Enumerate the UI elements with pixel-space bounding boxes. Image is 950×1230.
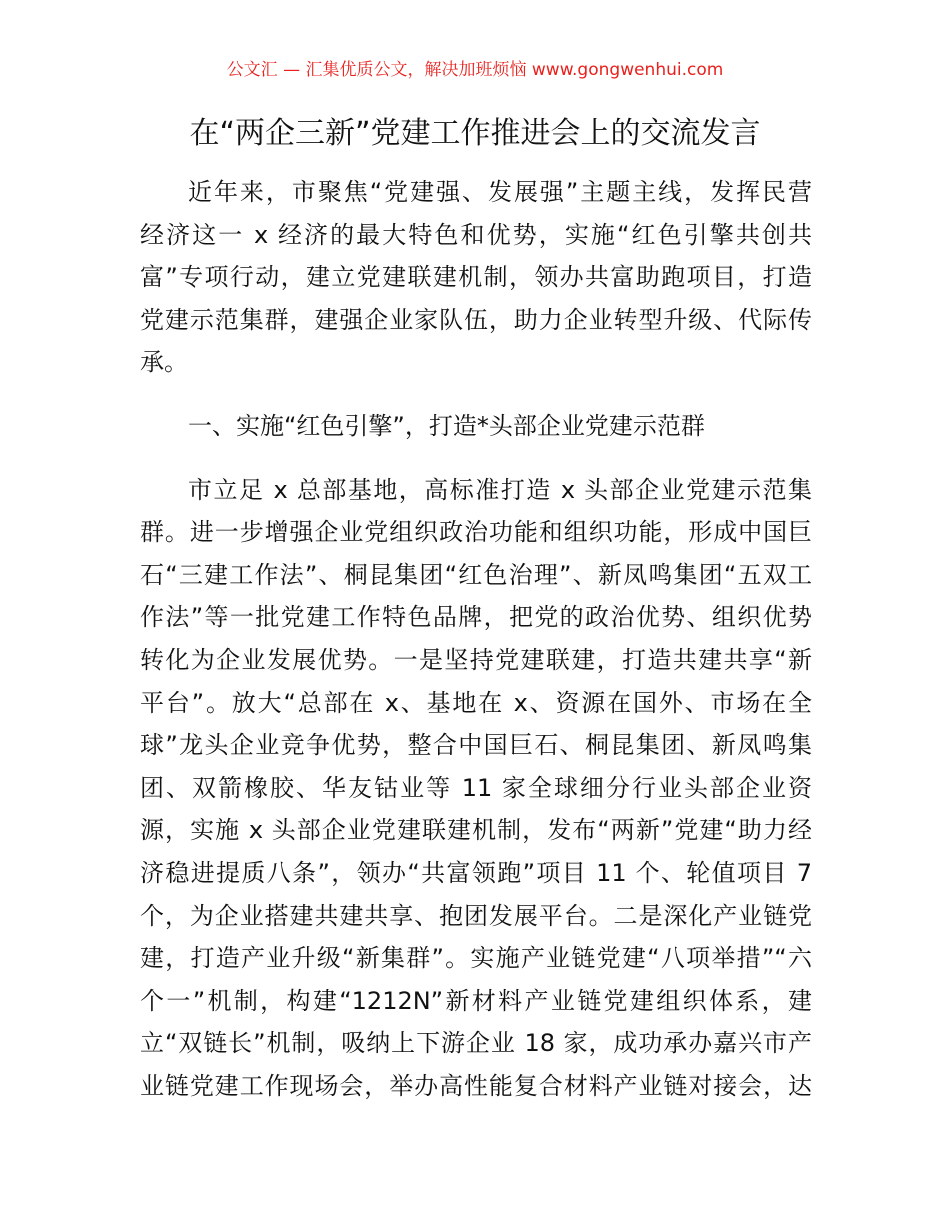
text-line: 群。进一步增强企业党组织政治功能和组织功能，形成中国巨 bbox=[140, 518, 812, 547]
text-line: 富”专项行动，建立党建联建机制，领办共富助跑项目，打造 bbox=[140, 263, 812, 292]
section-heading: 一、实施“红色引擎”，打造*头部企业党建示范群 bbox=[188, 411, 705, 440]
text-line: 源，实施 x 头部企业党建联建机制，发布“两新”党建“助力经 bbox=[140, 816, 812, 845]
text-line: 平台”。放大“总部在 x、基地在 x、资源在国外、市场在全 bbox=[140, 688, 812, 717]
text-line: 团、双箭橡胶、华友钴业等 11 家全球细分行业头部企业资 bbox=[140, 773, 812, 802]
document-body bbox=[140, 171, 812, 1107]
text-line: 立“双链长”机制，吸纳上下游企业 18 家，成功承办嘉兴市产 bbox=[140, 1029, 812, 1058]
section1-paragraph bbox=[140, 469, 812, 1108]
text-line: 转化为企业发展优势。一是坚持党建联建，打造共建共享“新 bbox=[140, 645, 812, 674]
text-line: 石“三建工作法”、桐昆集团“红色治理”、新凤鸣集团“五双工 bbox=[140, 560, 812, 589]
text-line: 个，为企业搭建共建共享、抱团发展平台。二是深化产业链党 bbox=[140, 901, 812, 930]
paragraph-spacer bbox=[140, 448, 812, 469]
text-line: 济稳进提质八条”，领办“共富领跑”项目 11 个、轮值项目 7 bbox=[140, 858, 812, 887]
intro-paragraph bbox=[140, 171, 812, 384]
text-line: 球”龙头企业竞争优势，整合中国巨石、桐昆集团、新凤鸣集 bbox=[140, 731, 812, 760]
text-line: 党建示范集群，建强企业家队伍，助力企业转型升级、代际传 bbox=[140, 305, 812, 334]
paragraph-spacer bbox=[140, 384, 812, 405]
text-line: 业链党建工作现场会，举办高性能复合材料产业链对接会，达 bbox=[140, 1071, 812, 1100]
text-line: 经济这一 x 经济的最大特色和优势，实施“红色引擎共创共 bbox=[140, 220, 812, 249]
text-line: 承。 bbox=[140, 348, 188, 377]
text-line: 建，打造产业升级“新集群”。实施产业链党建“八项举措”“六 bbox=[140, 944, 812, 973]
text-line: 近年来，市聚焦“党建强、发展强”主题主线，发挥民营 bbox=[188, 178, 812, 206]
text-line: 作法”等一批党建工作特色品牌，把党的政治优势、组织优势 bbox=[140, 603, 812, 632]
text-line: 市立足 x 总部基地，高标准打造 x 头部企业党建示范集 bbox=[188, 475, 812, 504]
site-banner: 公文汇 — 汇集优质公文，解决加班烦恼 www.gongwenhui.com bbox=[226, 60, 724, 80]
document-title: 在“两企三新”党建工作推进会上的交流发言 bbox=[189, 116, 761, 151]
text-line: 个一”机制，构建“1212N”新材料产业链党建组织体系，建 bbox=[140, 986, 812, 1015]
